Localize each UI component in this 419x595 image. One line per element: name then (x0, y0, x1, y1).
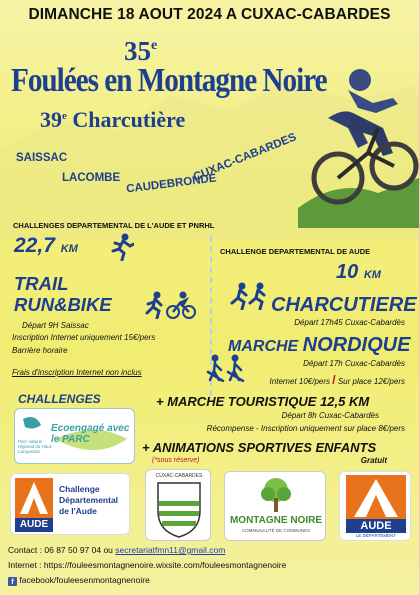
trail-registration: Inscription Internet uniquement 15€/pers (12, 333, 156, 342)
aude-dept-sub: LE DÉPARTEMENT (355, 533, 397, 538)
cuxac-shield-icon (156, 481, 202, 539)
charcutiere-start: Départ 17h45 Cuxac-Cabardès (294, 318, 405, 327)
aude-department-logo (339, 471, 411, 541)
trail-start: Départ 9H Saissac (22, 321, 89, 330)
parc-logo (14, 408, 135, 464)
trail-fee-note: Frais d'inscription Internet non inclus (12, 368, 142, 377)
charcutiere-distance: 10 KM (336, 261, 381, 283)
town-caudebronde: CAUDEBRONDE (125, 172, 218, 196)
aude-challenge-logo (10, 473, 130, 535)
trail-title: TRAIL RUN&BIKE (14, 273, 112, 315)
right-challenge-note: CHALLENGE DEPARTEMENTAL DE AUDE (220, 247, 371, 256)
parc-small-text: Parc naturel régional du Haut-Languedoc (18, 439, 53, 454)
contact-email-link[interactable]: secretariatfmn11@gmail.com (115, 545, 226, 555)
challenges-label: CHALLENGES (18, 392, 101, 406)
touristique-reward: Récompense - Inscription uniquement sur place 8€/pers (206, 424, 405, 433)
aude-challenge-text: Challenge Départemental de l'Aude (59, 484, 119, 516)
animations-title: + ANIMATIONS SPORTIVES ENFANTS (142, 440, 377, 455)
event-date-line: DIMANCHE 18 AOUT 2024 A CUXAC-CABARDES (28, 6, 391, 23)
nordique-start: Départ 17h Cuxac-Cabardès (303, 359, 405, 368)
aude-dept-word: AUDE (346, 519, 406, 533)
montagne-noire-text: MONTAGNE NOIRE (229, 515, 323, 526)
cuxac-logo (145, 469, 211, 541)
cyclist-icon (166, 291, 196, 319)
town-lacombe: LACOMBE (62, 172, 121, 184)
animations-reserve-note: (*sous réserve) (152, 457, 200, 464)
nordique-fees: Internet 10€/pers / Sur place 12€/pers (269, 373, 405, 387)
facebook-line[interactable]: f facebook/fouleesenmontagnenoire (8, 575, 150, 586)
facebook-icon: f (8, 577, 17, 586)
trail-distance: 22,7 KM (14, 234, 78, 257)
website-line[interactable]: Internet : https://fouleesmontagnenoire.wixsite.com/fouleesmontagnenoire (8, 560, 287, 570)
trail-cutoff: Barrière horaire (12, 346, 68, 355)
charcutiere-edition: 39e Charcutière (40, 107, 186, 132)
runner-icon (110, 233, 134, 261)
contact-line: Contact : 06 87 50 97 04 ou secretariatfmn11@gmail.com (8, 545, 226, 555)
aude-dept-a-icon (346, 475, 406, 519)
runners-icon (230, 282, 272, 310)
cuxac-label: CUXAC-CABARDES (155, 473, 203, 479)
charcutiere-title: CHARCUTIERE (271, 294, 417, 316)
runner-icon (143, 291, 167, 319)
parc-main-text: Ecoengagé avec le PARC (51, 423, 130, 445)
aude-a-icon (15, 478, 53, 518)
town-saissac: SAISSAC (16, 152, 68, 164)
montagne-noire-logo (224, 471, 326, 541)
edition-number: 35e (124, 36, 158, 66)
touristique-title: + MARCHE TOURISTIQUE 12,5 KM (156, 394, 370, 409)
touristique-start: Départ 8h Cuxac-Cabardès (281, 411, 379, 420)
animations-free: Gratuit (360, 456, 387, 465)
event-title: Foulées en Montagne Noire (11, 62, 327, 99)
nordique-title: MARCHE NORDIQUE (228, 334, 411, 356)
left-challenges-note: CHALLENGES DEPARTEMENTAL DE L'AUDE ET PNRHL (13, 221, 215, 230)
aude-word: AUDE (15, 518, 53, 532)
tree-icon (255, 476, 297, 514)
nordic-walkers-icon (205, 354, 249, 382)
town-cuxac-cabardes: CUXAC-CABARDES (191, 131, 299, 184)
montagne-noire-sub: COMMUNAUTÉ DE COMMUNES (241, 528, 311, 533)
